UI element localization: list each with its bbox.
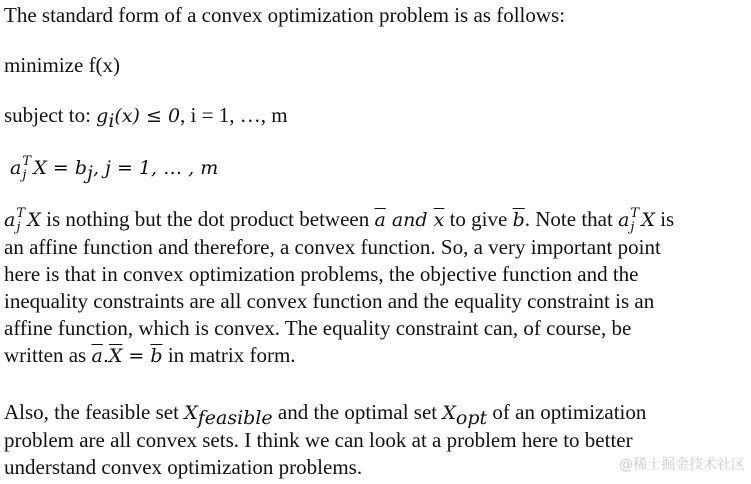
- para2-text-3: of an optimization: [487, 400, 647, 424]
- x-symbol: X: [641, 209, 655, 231]
- para1-line1: [4, 206, 749, 234]
- transpose-superscript: T: [22, 154, 31, 169]
- j-subscript: j: [630, 220, 635, 235]
- para1-line6-post: in matrix form.: [162, 343, 296, 367]
- a-indices: [21, 154, 33, 183]
- a-indices: [15, 206, 27, 235]
- b-bar-symbol: $\overline{b}$: [512, 209, 525, 231]
- transpose-superscript: T: [630, 206, 640, 221]
- equality-range: , j = 1, … , m: [92, 157, 219, 179]
- eq-a-bar: $\overline{a}$: [91, 345, 103, 367]
- x-feasible-symbol: X: [184, 402, 198, 424]
- intro-sentence: The standard form of a convex optimization problem is as follows:: [4, 3, 566, 27]
- eq-x-bar: $\overline{X}$: [108, 345, 123, 367]
- para1-line3: here is that in convex optimization problems, the objective function and the: [4, 262, 639, 286]
- feasible-subscript: feasible: [197, 407, 273, 430]
- eq-dot: .: [102, 345, 109, 367]
- para1-text-4: is: [654, 207, 675, 231]
- para1-text-2: to give: [444, 207, 513, 231]
- g-subscript: i: [108, 110, 115, 133]
- para2-text-2: and the optimal set: [272, 400, 443, 424]
- opt-subscript: opt: [455, 407, 488, 430]
- intro-text: [4, 1, 565, 29]
- para1-line4: inequality constraints are all convex function and the equality constraint is an: [4, 289, 655, 313]
- transpose-superscript: T: [16, 206, 25, 221]
- j-subscript: j: [16, 220, 21, 235]
- para2-line3: understand convex optimization problems.: [4, 455, 363, 479]
- a-symbol: a: [618, 209, 630, 231]
- g-inequality: (x) ≤ 0: [114, 105, 181, 127]
- constraint-range: , i = 1, …, m: [180, 103, 288, 127]
- j-subscript: j: [22, 168, 27, 183]
- para1-line2: an affine function and therefore, a convex function. So, a very important point: [4, 235, 661, 259]
- para1-line6: [4, 342, 749, 370]
- a-symbol: a: [10, 157, 22, 179]
- x-opt-symbol: X: [442, 402, 456, 424]
- a-bar-symbol: $\overline{a}$: [374, 209, 386, 231]
- a-symbol: a: [4, 209, 16, 231]
- x-symbol: X: [27, 209, 41, 231]
- inequality-constraint-line: [4, 101, 288, 133]
- paragraph-dot-product: [4, 206, 749, 370]
- para2-line2: problem are all convex sets. I think we can look at a problem here to better: [4, 428, 633, 452]
- watermark: @稀土掘金技术社区: [619, 457, 745, 473]
- para1-line6-pre: written as: [4, 343, 92, 367]
- eq-b-bar: $\overline{b}$: [150, 345, 163, 367]
- para2-text-1: Also, the feasible set: [4, 400, 185, 424]
- para1-text-3: . Note that: [524, 207, 619, 231]
- b-subscript: j: [87, 162, 93, 185]
- eq-equals: =: [122, 345, 151, 367]
- objective-text: minimize f(x): [4, 53, 121, 77]
- para1-text-1: is nothing but the dot product between: [40, 207, 375, 231]
- x-bar-symbol: $\overline{x}$: [433, 209, 445, 231]
- para2-line1: [4, 399, 749, 430]
- constraint-prefix: subject to:: [4, 103, 97, 127]
- equality-expression: X = b: [33, 157, 88, 179]
- and-word: and: [385, 209, 434, 231]
- g-symbol: g: [96, 105, 109, 127]
- para1-line5: affine function, which is convex. The equality constraint can, of course, be: [4, 316, 632, 340]
- objective-line: [4, 51, 120, 79]
- a-indices: [629, 206, 641, 235]
- equality-constraint-line: [10, 153, 219, 185]
